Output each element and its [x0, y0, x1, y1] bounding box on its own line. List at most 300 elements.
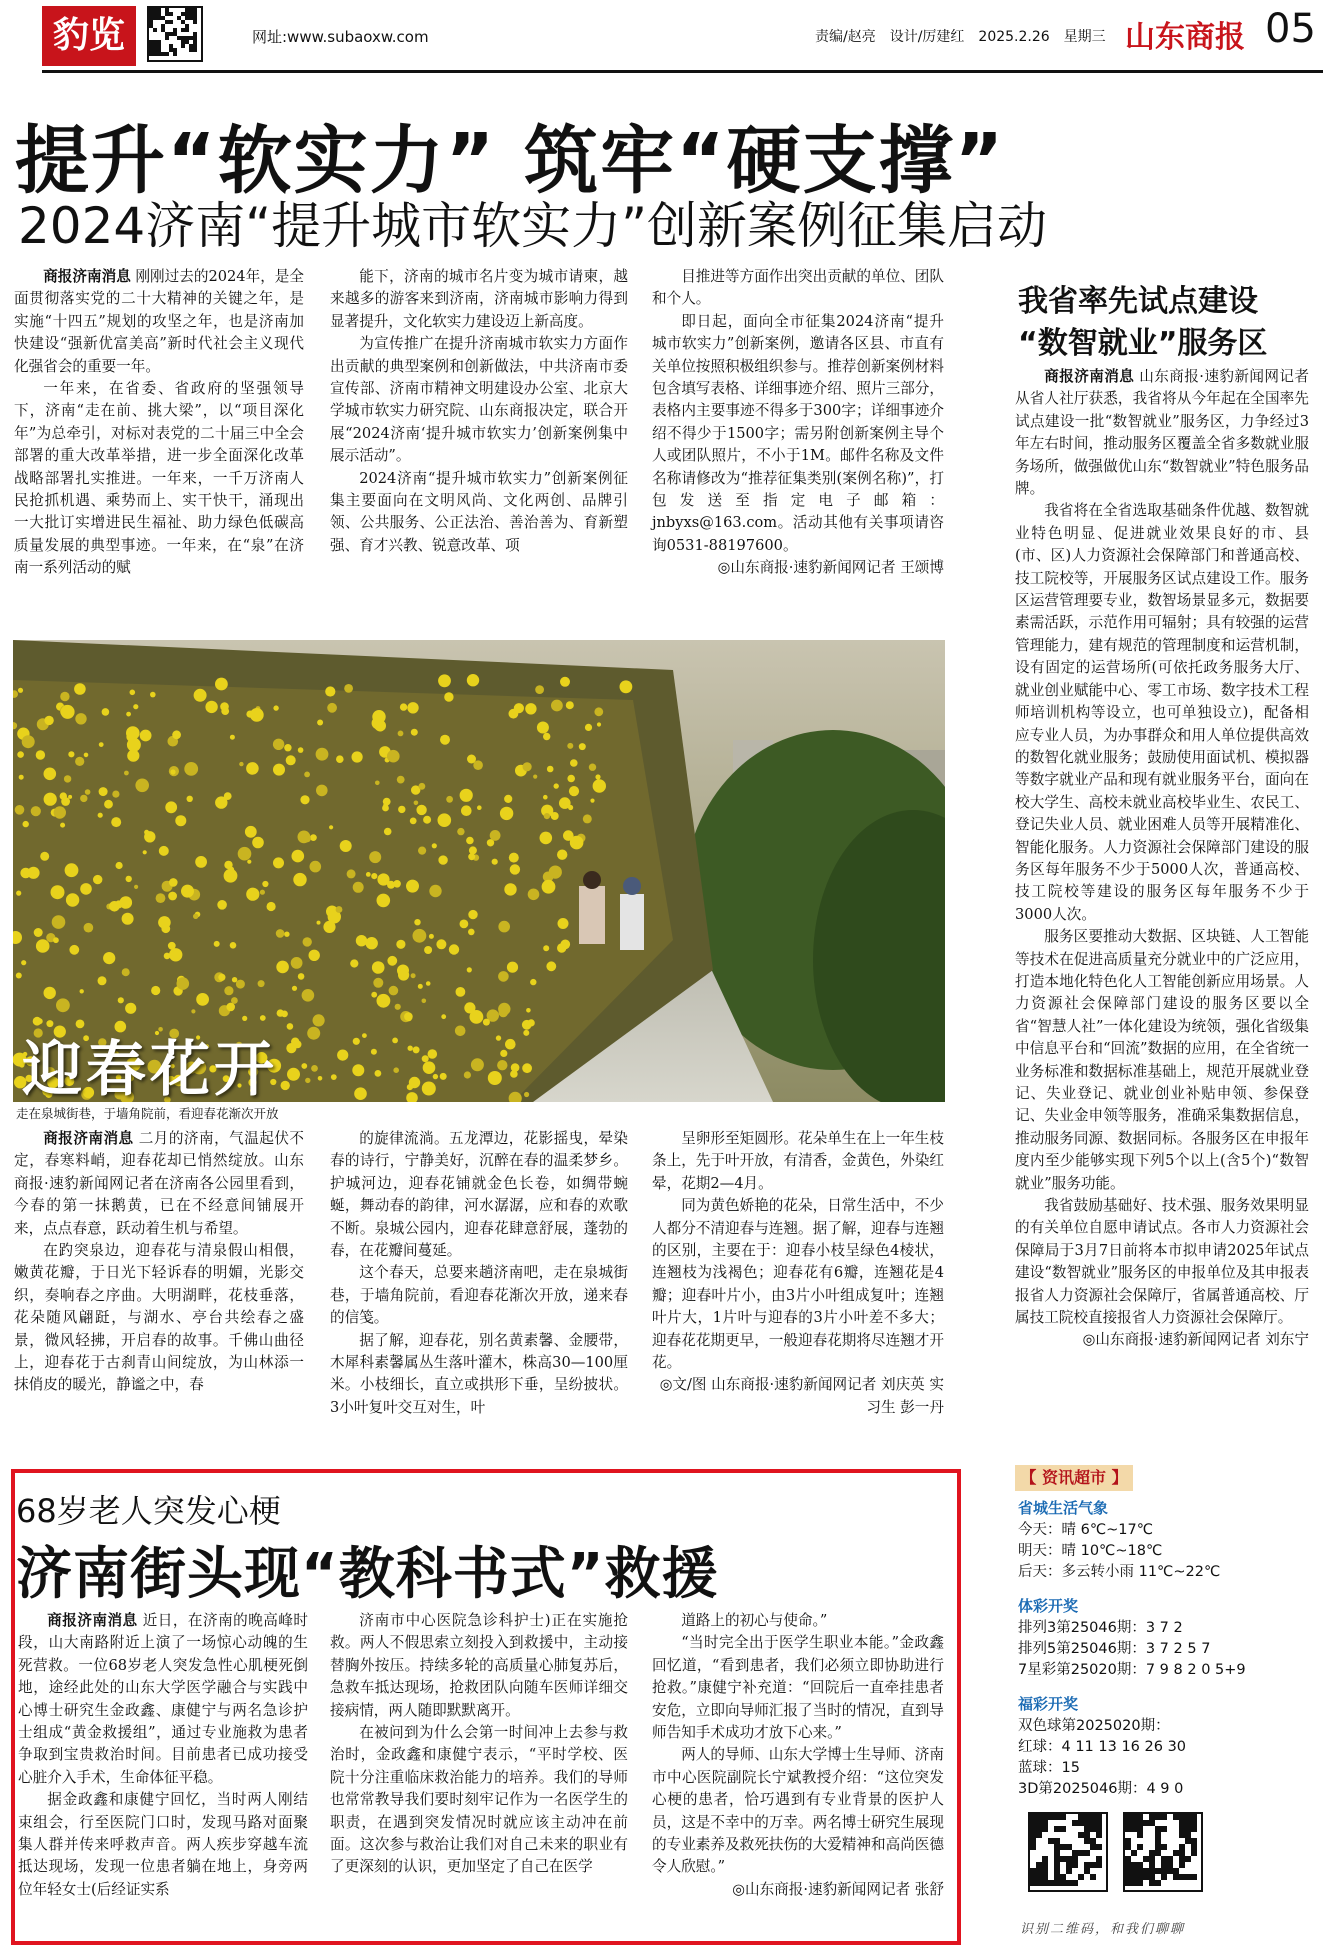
blossom: [372, 717, 384, 729]
newspaper-brand: 山东商报: [1125, 20, 1245, 55]
right-title-line-1: 我省率先试点建设: [1018, 284, 1258, 319]
blossom: [252, 837, 264, 849]
blossom: [468, 853, 475, 860]
sports-lottery-title: 体彩开奖: [1018, 1597, 1079, 1615]
blossom: [387, 956, 397, 966]
blossom: [260, 1015, 266, 1021]
blossom: [371, 873, 377, 879]
blossom: [560, 677, 570, 687]
blossom: [22, 735, 35, 748]
blossom: [413, 1046, 420, 1053]
photo-caption: 走在泉城街巷，于墙角院前，看迎春花渐次开放: [16, 1106, 279, 1121]
sports-lottery-list: [1018, 1618, 1246, 1681]
qr-note: 识别二维码，和我们聊聊: [1020, 1922, 1186, 1937]
qr-module: [185, 28, 189, 32]
qr-module: [1060, 1826, 1066, 1832]
blossom: [433, 1074, 438, 1079]
sports-result-1: 排列3第25046期：3 7 2: [1018, 1620, 1183, 1636]
blossom: [353, 1038, 360, 1045]
blossom: [292, 986, 297, 991]
blossom: [54, 806, 66, 818]
qr-module: [1137, 1832, 1143, 1838]
blossom: [168, 942, 176, 950]
blossom: [60, 692, 69, 701]
blossom: [446, 796, 453, 803]
blossom: [509, 853, 519, 863]
blossom: [164, 953, 171, 960]
blossom: [467, 674, 479, 686]
blossom: [262, 881, 268, 887]
blossom: [377, 994, 391, 1008]
blossom: [540, 832, 553, 845]
qr-module: [1072, 1862, 1078, 1868]
paragraph-text: 在被问到为什么会第一时间冲上去参与救治时，金政鑫和康健宁表示，“平时学校、医院十分注重临床救治能力的培养。我们的导师也常常教导我们要时刻牢记作为一名医学生的职责，在遇到突发情况时就应该主动冲在前面。这次参与救治让我们对自己未来的职业有了更深刻的认识，更加坚定了自己在医学: [330, 1724, 628, 1876]
blossom: [221, 707, 229, 715]
blossom: [318, 1076, 323, 1081]
qr-code-right[interactable]: [1123, 1812, 1203, 1892]
blossom: [292, 850, 305, 863]
blossom: [112, 791, 119, 798]
paragraph-text: 为宣传推广在提升济南城市软实力方面作出贡献的典型案例和创新做法，中共济南市委宣传部、济南市精神文明建设办公室、北京大学城市软实力研究院、山东商报决定，联合开展“2024济南‘提升城市软实力’创新案例集中展示活动”。: [330, 335, 628, 465]
blossom: [214, 941, 220, 947]
blossom: [307, 1027, 320, 1040]
blossom: [301, 1063, 307, 1069]
blossom: [422, 1055, 429, 1062]
blossom: [19, 775, 24, 780]
blossom: [466, 837, 474, 845]
sports-result-2: 排列5第25046期：3 7 2 5 7: [1018, 1641, 1211, 1657]
paragraph: [330, 1262, 628, 1329]
blossom: [436, 939, 446, 949]
paragraph-text: 呈卵形至矩圆形。花朵单生在上一年生枝条上，先于叶开放，有清香，金黄色，外染红晕，花期2—4月。: [652, 1130, 944, 1192]
paragraph-text: 据了解，迎春花，别名黄素馨、金腰带，木犀科素馨属丛生落叶灌木，株高30—100厘米。小枝细长，直立或拱形下垂，呈纷披状。3小叶复叶交互对生，叶: [330, 1331, 628, 1416]
blossom: [122, 968, 130, 976]
qr-module: [1179, 1862, 1185, 1868]
blossom: [56, 998, 70, 1012]
paragraph-text: 近日，在济南的晚高峰时段，山大南路附近上演了一场惊心动魄的生死营救。一位68岁老人突发急性心肌梗死倒地，途经此处的山东大学医学融合与实践中心博士研究生金政鑫、康健宁与两名急诊护士组成“黄金救援组”，通过专业施救为患者争取到宝贵救治时间。目前患者已成功接受心脏介入手术，生命体征平稳。: [18, 1612, 308, 1786]
blossom: [505, 1039, 516, 1050]
paragraph-text: 能下，济南的城市名片变为城市请柬，越来越多的游客来到济南，济南城市影响力得到显著提升，文化软实力建设迈上新高度。: [330, 268, 628, 330]
blossom: [422, 1082, 436, 1096]
blossom: [284, 744, 291, 751]
blossom: [260, 890, 265, 895]
blossom: [226, 1003, 235, 1012]
qr-module: [1078, 1874, 1084, 1880]
blossom: [122, 913, 134, 925]
blossom: [490, 830, 501, 841]
blossom: [558, 918, 569, 929]
blossom: [85, 789, 91, 795]
welfare-lottery-list: [1018, 1716, 1186, 1800]
blossom: [499, 1008, 508, 1017]
paragraph-text: ◎山东商报·速豹新闻网记者 王颂博: [717, 559, 944, 577]
paragraph-text: 山东商报·速豹新闻网记者从省人社厅获悉，我省将从今年起在全国率先试点建设一批“数智就业”服务区，力争经过3年左右时间，推动服务区覆盖全省多数就业服务场所，做强做优山东“数智就业”特色服务品牌。: [1015, 368, 1309, 498]
byline: [1015, 1329, 1309, 1351]
blossom: [406, 880, 419, 893]
weather-tomorrow: 明天：晴 10℃~18℃: [1018, 1543, 1163, 1559]
box-col-3: [652, 1610, 944, 1901]
qr-module: [1036, 1832, 1042, 1838]
blossom: [16, 973, 22, 979]
blossom: [305, 1078, 310, 1083]
blossom: [416, 805, 426, 815]
blossom: [570, 759, 578, 767]
blossom: [175, 815, 186, 826]
blossom: [126, 712, 131, 717]
blossom: [337, 1050, 348, 1061]
blossom: [354, 1087, 367, 1100]
blossom: [329, 825, 333, 829]
blossom: [109, 901, 120, 912]
blossom: [477, 805, 482, 810]
blossom: [31, 806, 41, 816]
blossom: [524, 1092, 529, 1097]
blossom: [567, 775, 575, 783]
blossom: [585, 724, 592, 731]
blossom: [65, 863, 79, 877]
paragraph: [652, 311, 944, 557]
blossom: [98, 813, 103, 818]
blossom: [317, 720, 323, 726]
blossom: [273, 705, 278, 710]
blossom: [510, 1070, 518, 1078]
blossom: [246, 762, 259, 775]
blossom: [398, 806, 405, 813]
blossom: [507, 962, 518, 973]
blossom: [217, 900, 227, 910]
qr-module: [1191, 1874, 1197, 1880]
blossom: [522, 1020, 532, 1030]
blossom: [620, 680, 633, 693]
blossom: [193, 914, 198, 919]
blossom: [362, 1033, 367, 1038]
blossom: [143, 850, 147, 854]
blossom: [134, 885, 138, 889]
qr-module: [1090, 1874, 1096, 1880]
spring-col-2: [330, 1128, 628, 1419]
blossom: [169, 948, 182, 961]
blossom: [557, 850, 567, 860]
blossom: [537, 722, 549, 734]
blossom: [68, 751, 74, 757]
blossom: [310, 834, 317, 841]
paragraph-text: 的旋律流淌。五龙潭边，花影摇曳，晕染春的诗行，宁静美好，沉醉在春的温柔梦乡。护城河边，迎春花铺就金色长卷，如绸带蜿蜒，舞动春的韵律，河水潺潺，应和春的欢歌不断。泉城公园内，迎春花肆意舒展，蓬勃的春，在花瓣间蔓延。: [330, 1130, 628, 1260]
blossom: [281, 1081, 290, 1090]
lead-col-1: [14, 266, 304, 580]
qr-module: [1131, 1850, 1137, 1856]
blossom: [392, 1038, 398, 1044]
blossom: [258, 980, 265, 987]
dateline: 商报济南消息: [43, 1130, 134, 1147]
blossom: [356, 935, 367, 946]
paragraph: [14, 1240, 304, 1397]
blossom: [230, 735, 235, 740]
paragraph: [18, 1610, 308, 1789]
paragraph: [14, 378, 304, 580]
blossom: [18, 688, 23, 693]
blossom: [327, 703, 337, 713]
qr-code-left[interactable]: [1028, 1812, 1108, 1892]
blossom: [432, 843, 437, 848]
blossom: [542, 880, 556, 894]
blossom: [347, 869, 356, 878]
blossom: [460, 920, 469, 929]
paragraph: [330, 1330, 628, 1420]
blossom: [44, 768, 57, 781]
blossom: [398, 969, 409, 980]
qr-module: [1030, 1844, 1036, 1850]
blossom: [429, 885, 441, 897]
blossom: [384, 828, 392, 836]
blossom: [99, 787, 108, 796]
qr-module: [153, 28, 157, 32]
blossom: [449, 944, 459, 954]
blossom: [23, 821, 29, 827]
paragraph-text: 济南市中心医院急诊科护士)正在实施抢救。两人不假思索立刻投入到救援中，主动接替胸外按压。持续多轮的高质量心肺复苏后，急救车抵达现场，抢救团队向随车医师详细交接病情，两人随即默默离开。: [330, 1612, 628, 1719]
blossom: [504, 795, 512, 803]
blossom: [554, 783, 559, 788]
blossom: [570, 836, 584, 850]
paragraph-text: 目推进等方面作出突出贡献的单位、团队和个人。: [652, 268, 944, 308]
blossom: [287, 1023, 294, 1030]
paragraph: [330, 333, 628, 467]
blossom: [66, 893, 79, 906]
paragraph-text: 二月的济南，气温起伏不定，春寒料峭，迎春花却已悄然绽放。山东商报·速豹新闻网记者在济南各公园里看到，今春的第一抹鹅黄，已在不经意间铺展开来，点点春意，跃动着生机与希望。: [14, 1130, 304, 1237]
welfare-lottery-title: 福彩开奖: [1018, 1695, 1079, 1713]
blossom: [177, 977, 190, 990]
blossom: [411, 729, 418, 736]
blossom: [366, 937, 378, 949]
blossom: [523, 762, 532, 771]
qr-module: [1185, 1856, 1191, 1862]
blossom: [300, 795, 309, 804]
blossom: [353, 882, 364, 893]
box-story-kicker: 68岁老人突发心梗: [16, 1492, 281, 1530]
blossom: [156, 893, 166, 903]
lead-col-2: [330, 266, 628, 557]
blossom: [126, 876, 132, 882]
paragraph-text: ◎山东商报·速豹新闻网记者 张舒: [732, 1880, 944, 1898]
blossom: [441, 1014, 446, 1019]
qr-module: [1060, 1814, 1066, 1820]
box-col-1: [18, 1610, 308, 1901]
blossom: [559, 797, 571, 809]
blossom: [53, 937, 59, 943]
blossom: [267, 902, 276, 911]
qr-module: [165, 36, 169, 40]
blossom: [594, 707, 603, 716]
blossom: [236, 980, 245, 989]
blossom: [68, 795, 72, 799]
paragraph: [330, 266, 628, 333]
qr-module: [173, 52, 177, 56]
weather-list: [1018, 1520, 1220, 1583]
paragraph: [652, 1195, 944, 1374]
weather-day-after: 后天：多云转小雨 11℃~22℃: [1018, 1564, 1221, 1580]
blossom: [93, 875, 102, 884]
blossom: [566, 701, 574, 709]
paragraph: [330, 1610, 628, 1722]
blossom: [331, 1074, 337, 1080]
blossom: [304, 835, 311, 842]
blossom: [102, 708, 110, 716]
blossom: [126, 726, 140, 740]
paragraph-text: 刚刚过去的2024年，是全面贯彻落实党的二十大精神的关键之年，是实施“十四五”规划的攻坚之年，也是济南加快建设“强新优富美高”新时代社会主义现代化强省会的重要一年。: [14, 268, 304, 375]
blossom: [372, 961, 385, 974]
qr-module: [169, 12, 173, 16]
blossom: [133, 704, 138, 709]
blossom: [130, 690, 136, 696]
page-number: 05: [1265, 6, 1316, 52]
blossom: [393, 880, 401, 888]
qr-module: [165, 52, 169, 56]
blossom: [551, 700, 563, 712]
blossom: [159, 846, 169, 856]
blossom: [293, 873, 306, 886]
blossom: [389, 986, 399, 996]
blossom: [469, 846, 477, 854]
blossom: [371, 1049, 377, 1055]
blossom: [168, 892, 177, 901]
blossom: [428, 1049, 438, 1059]
blossom: [247, 860, 251, 864]
blossom: [400, 703, 407, 710]
blossom: [184, 762, 198, 776]
paragraph: [1015, 1195, 1309, 1329]
blossom: [140, 730, 152, 742]
blossom: [118, 997, 124, 1003]
blossom: [440, 735, 450, 745]
blossom: [242, 1016, 247, 1021]
blossom: [44, 716, 53, 725]
blossom: [500, 1050, 507, 1057]
blossom: [483, 1019, 490, 1026]
blossom: [522, 1063, 532, 1073]
byline: [652, 1879, 944, 1901]
blossom: [547, 766, 554, 773]
blossom: [69, 945, 79, 955]
blossom: [74, 683, 86, 695]
blossom: [286, 755, 296, 765]
blossom: [187, 796, 193, 802]
lead-subhead: 2024济南“提升城市软实力”创新案例征集启动: [18, 197, 1048, 255]
section-tag: 豹览: [42, 6, 136, 66]
blossom: [457, 828, 464, 835]
blossom: [396, 940, 405, 949]
paragraph: [1015, 926, 1309, 1195]
blossom: [21, 960, 26, 965]
paragraph-text: 2024济南“提升城市软实力”创新案例征集主要面向在文明风尚、文化两创、品牌引领、公共服务、公正法治、善治善为、育新塑强、育才兴教、锐意改革、项: [330, 469, 628, 554]
blossom: [205, 701, 217, 713]
blossom: [525, 703, 536, 714]
blossom: [135, 779, 149, 793]
blossom: [414, 919, 420, 925]
blossom: [429, 934, 434, 939]
spring-col-3: [652, 1128, 944, 1419]
blossom: [229, 867, 234, 872]
info-panel-header: 【 资讯超市 】: [1015, 1465, 1133, 1491]
qr-module: [193, 20, 197, 24]
blossom: [246, 888, 259, 901]
blossom: [150, 692, 156, 698]
welfare-result-1: 双色球第2025020期：: [1018, 1718, 1170, 1734]
blossom: [369, 851, 381, 863]
blossom: [224, 792, 232, 800]
blossom: [456, 987, 466, 997]
blossom: [273, 857, 284, 868]
blossom: [467, 967, 472, 972]
blossom: [544, 813, 550, 819]
header-qr-code[interactable]: [147, 6, 203, 62]
blossom: [375, 781, 380, 786]
welfare-result-3: 蓝球：15: [1018, 1760, 1080, 1776]
blossom: [583, 814, 592, 823]
blossom: [277, 1009, 284, 1016]
blossom: [99, 742, 104, 747]
blossom: [413, 929, 427, 943]
blossom: [181, 885, 194, 898]
blossom: [304, 772, 310, 778]
blossom: [422, 999, 427, 1004]
blossom: [75, 757, 84, 766]
blossom: [27, 867, 39, 879]
blossom: [590, 799, 594, 803]
qr-module: [169, 20, 173, 24]
blossom: [426, 981, 431, 986]
right-story-body: [1015, 366, 1309, 1352]
qr-module: [1072, 1880, 1078, 1886]
blossom: [514, 703, 524, 713]
blossom: [461, 805, 472, 816]
blossom: [52, 915, 66, 929]
paragraph-text: 这个春天，总要来趟济南吧，走在泉城街巷，于墙角院前，看迎春花渐次开放，递来春的信笺。: [330, 1264, 628, 1327]
blossom: [273, 764, 285, 776]
paragraph-text: 即日起，面向全市征集2024济南“提升城市软实力”创新案例，邀请各区县、市直有关单位按照积极组织参与。推荐创新案例材料包含填写表格、详细事迹介绍、照片三部分，表格内主要事迹不得多于300字；详细事迹介绍不得少于1500字；需另附创新案例主导个人或团队照片，不小于1M。邮件名称及文件名称请修改为“推荐征集类别(案例名称)”，打包发送至指定电子邮箱：jnbyxs@163.com。活动其他有关事项请咨询0531-88197600。: [652, 312, 944, 554]
blossom: [124, 771, 129, 776]
blossom: [526, 1008, 531, 1013]
blossom: [488, 1071, 502, 1085]
blossom: [510, 864, 520, 874]
qr-module: [1191, 1826, 1197, 1832]
blossom: [455, 1026, 466, 1037]
blossom: [528, 889, 540, 901]
blossom: [393, 1067, 399, 1073]
dateline: 商报济南消息: [1044, 368, 1135, 385]
weather-title: 省城生活气象: [1018, 1499, 1109, 1517]
blossom: [497, 1060, 507, 1070]
website-url[interactable]: 网址:www.subaoxw.com: [252, 28, 429, 46]
blossom: [116, 862, 123, 869]
blossom: [151, 986, 160, 995]
blossom: [438, 855, 447, 864]
qr-module: [193, 48, 197, 52]
blossom: [215, 678, 228, 691]
blossom: [344, 684, 353, 693]
blossom: [543, 945, 549, 951]
blossom: [468, 929, 475, 936]
blossom: [395, 1004, 401, 1010]
dateline: 商报济南消息: [43, 268, 131, 285]
blossom: [224, 986, 233, 995]
qr-module: [1161, 1814, 1167, 1820]
blossom: [169, 878, 178, 887]
blossom: [98, 976, 107, 985]
blossom: [111, 817, 121, 827]
paragraph: [18, 1789, 308, 1901]
qr-module: [1084, 1850, 1090, 1856]
qr-module: [1155, 1880, 1161, 1886]
blossom: [196, 993, 209, 1006]
